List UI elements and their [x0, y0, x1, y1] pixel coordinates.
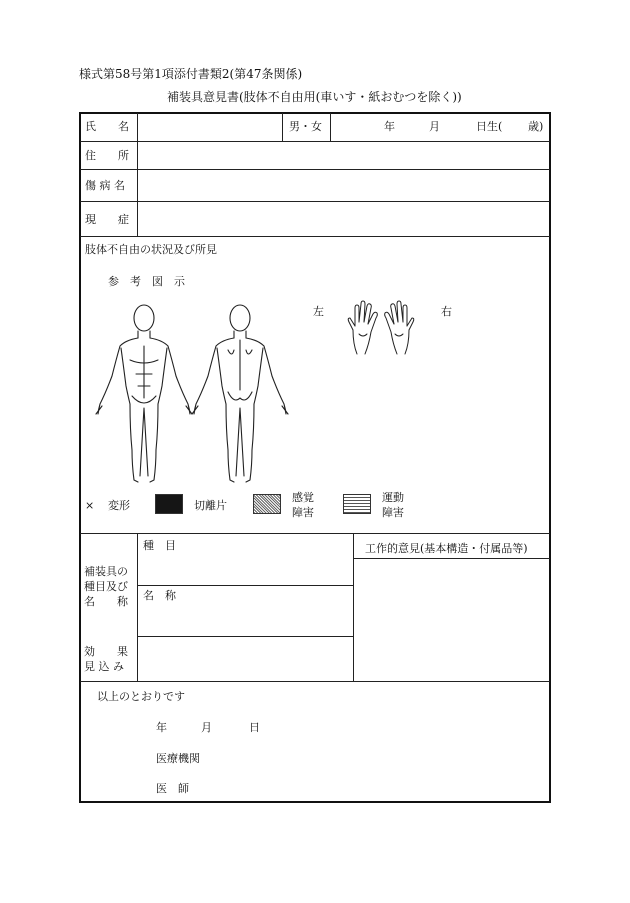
doctor-label: 医 師 [156, 782, 189, 795]
rule [137, 585, 353, 586]
legend-cross-symbol: × [85, 499, 95, 512]
name-field[interactable] [140, 115, 280, 139]
age-label: 歳) [528, 120, 544, 133]
date-year-label: 年 [156, 721, 167, 734]
device-name-field[interactable] [140, 604, 350, 634]
legend-amputation-swatch [155, 494, 183, 514]
device-kind-field[interactable] [140, 554, 350, 583]
rule [137, 636, 353, 637]
date-month-label: 月 [201, 721, 212, 734]
birth-year-label: 年 [384, 120, 395, 133]
device-kind-label: 種 目 [143, 539, 176, 552]
birth-day-label: 日生( [476, 120, 503, 133]
effect-label-line-1: 効 果 [84, 645, 128, 658]
legend-sensory-label-2: 障害 [292, 506, 314, 519]
statement-text: 以上のとおりです [97, 690, 185, 703]
effect-field[interactable] [140, 639, 350, 679]
address-field[interactable] [140, 144, 548, 167]
legend-motor-swatch [343, 494, 371, 514]
rule [80, 169, 550, 170]
engineering-opinion-field[interactable] [356, 561, 548, 679]
institution-field[interactable] [210, 748, 540, 766]
date-day-label: 日 [249, 721, 260, 734]
findings-label: 肢体不自由の状況及び所見 [85, 243, 217, 256]
engineering-opinion-label: 工作的意見(基本構造・付属品等) [365, 542, 528, 555]
device-name-label: 名 称 [143, 589, 176, 602]
symptom-field[interactable] [140, 204, 548, 234]
rule [80, 201, 550, 202]
disease-label: 傷 病 名 [85, 179, 125, 192]
legend-deform-label: 変形 [108, 499, 130, 512]
symptom-label: 現 症 [85, 213, 129, 226]
legend-motor-label-1: 運動 [382, 491, 404, 504]
form-title: 補装具意見書(肢体不自由用(車いす・紙おむつを除く)) [167, 90, 462, 104]
legend-amputation-label: 切離片 [194, 499, 227, 512]
rule [80, 681, 550, 682]
rule [137, 113, 138, 236]
rule [80, 533, 550, 534]
name-label: 氏 名 [85, 120, 129, 133]
rule [330, 113, 331, 141]
device-label-line-2: 種目及び [84, 580, 128, 593]
birth-month-label: 月 [429, 120, 440, 133]
legend-motor-label-2: 障害 [382, 506, 404, 519]
body-front-figure[interactable] [94, 300, 194, 486]
rule [353, 533, 354, 681]
disease-field[interactable] [140, 172, 548, 199]
rule [282, 113, 283, 141]
hands-figure[interactable] [343, 300, 419, 358]
institution-label: 医療機関 [156, 752, 200, 765]
legend-sensory-swatch [253, 494, 281, 514]
rule [80, 141, 550, 142]
device-label-line-3: 名 称 [84, 595, 128, 608]
body-back-figure[interactable] [190, 300, 290, 486]
sex-label[interactable]: 男・女 [289, 120, 322, 133]
right-hand-label: 右 [441, 305, 452, 318]
reference-figure-label: 参 考 図 示 [108, 275, 185, 288]
effect-label-line-2: 見 込 み [84, 660, 124, 673]
rule [353, 558, 550, 559]
address-label: 住 所 [85, 149, 129, 162]
left-hand-label: 左 [313, 305, 324, 318]
rule [137, 533, 138, 681]
doctor-field[interactable] [210, 778, 540, 796]
rule [80, 236, 550, 237]
form-number: 様式第58号第1項添付書類2(第47条関係) [79, 67, 303, 81]
device-label-line-1: 補装具の [84, 565, 128, 578]
legend-sensory-label-1: 感覚 [292, 491, 314, 504]
